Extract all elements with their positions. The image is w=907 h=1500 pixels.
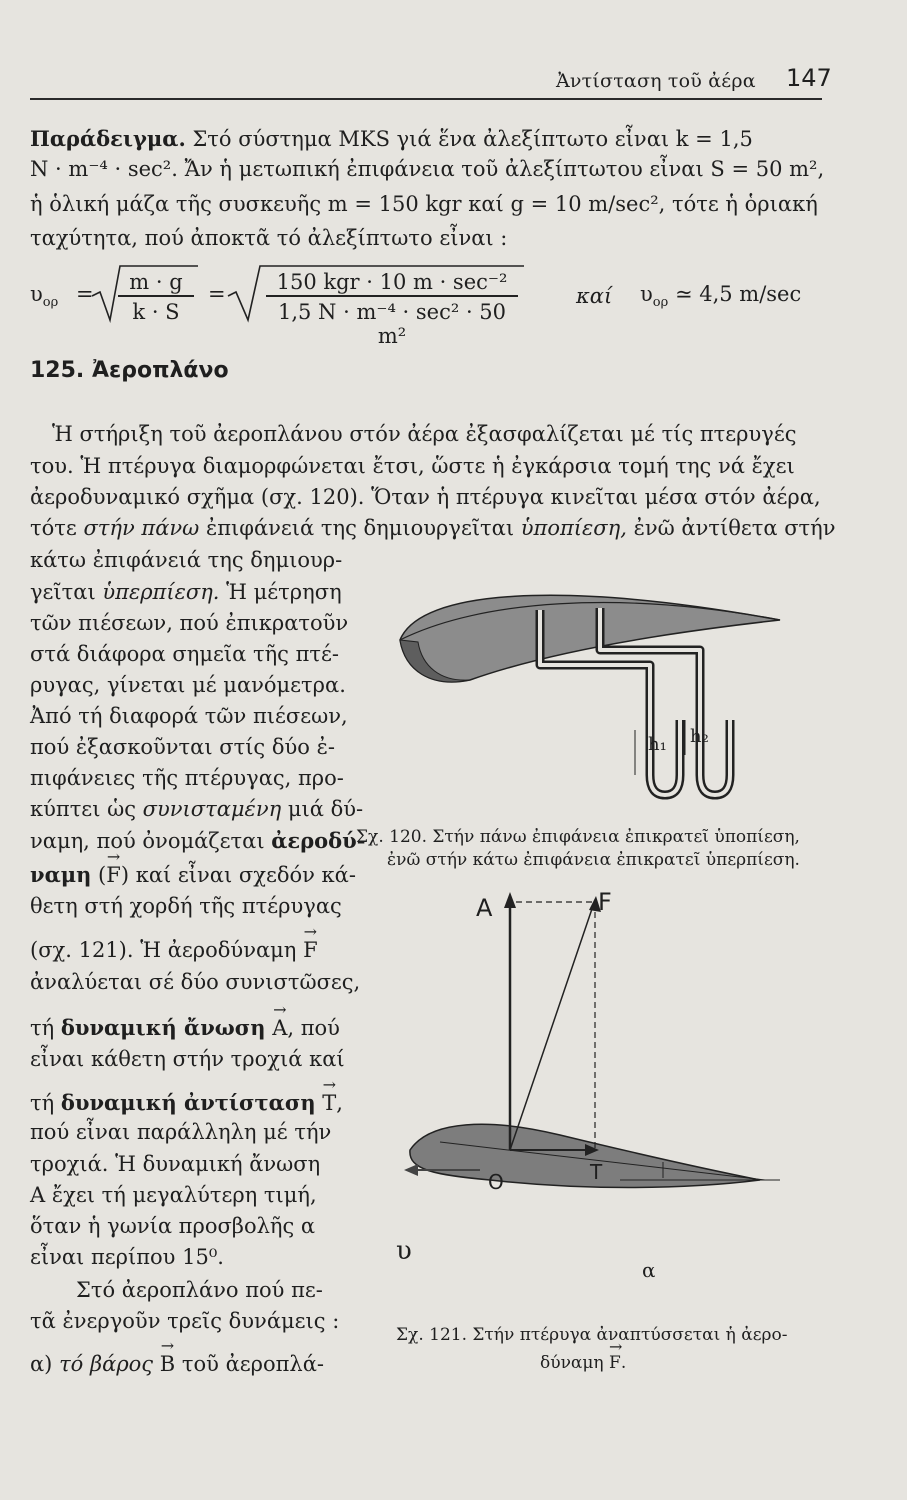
narrow-line-24: τᾶ ἐνεργοῦν τρεῖς δυνάμεις :	[30, 1309, 340, 1333]
label-F: F	[598, 888, 612, 916]
figure-121-caption-2	[540, 1355, 626, 1372]
example-line-2: N · m⁻⁴ · sec². Ἄν ἡ μετωπική ἐπιφάνεια τοῦ ἀλεξίπτωτου εἶναι S = 50 m²,	[30, 157, 825, 181]
narrow-line-18: πού εἶναι παράλληλη μέ τήν	[30, 1120, 332, 1144]
narrow-line-5: ρυγας, γίνεται μέ μανόμετρα.	[30, 673, 346, 697]
body-line-1: Ἡ στήριξη τοῦ ἀεροπλάνου στόν ἀέρα ἐξασφαλίζεται μέ τίς πτερυγές	[52, 422, 797, 446]
nl9c: μιά δύ-	[281, 797, 364, 821]
h1-label: h₁	[648, 734, 667, 755]
narrow-line-17	[30, 1092, 343, 1114]
formula-eq-2: =	[208, 282, 226, 306]
formula-kai: καί	[576, 284, 613, 308]
narrow-line-4: στά διάφορα σημεῖα τῆς πτέ-	[30, 642, 339, 666]
narrow-line-14: ἀναλύεται σέ δύο συνιστῶσες,	[30, 970, 361, 994]
narrow-line-21: ὅταν ἡ γωνία προσβολῆς α	[30, 1214, 316, 1238]
narrow-line-20: A ἔχει τή μεγαλύτερη τιμή,	[30, 1183, 317, 1207]
narrow-line-23: Στό ἀεροπλάνο πού πε-	[76, 1278, 323, 1302]
example-label: Παράδειγμα.	[30, 126, 186, 151]
nl11a: ναμη	[30, 862, 92, 887]
formula-result-symbol: υ	[640, 282, 653, 306]
running-header: Ἀντίσταση τοῦ ἀέρα	[556, 70, 756, 92]
formula-lhs	[30, 282, 58, 310]
formula-lhs-subscript: ορ	[42, 295, 59, 311]
narrow-line-13	[30, 940, 318, 961]
nl10b: ἀεροδύ-	[271, 828, 366, 853]
nl13b-vector-F: → F	[303, 940, 318, 961]
frac2-denominator: 1,5 N · m⁻⁴ · sec² · 50 m²	[277, 300, 507, 348]
narrow-line-16: εἶναι κάθετη στήν τροχιά καί	[30, 1047, 345, 1071]
nl25d-vector-B: → B	[160, 1354, 175, 1375]
nl25e: τοῦ ἀεροπλά-	[175, 1352, 325, 1376]
label-v: υ	[396, 1236, 412, 1266]
nl17c	[316, 1091, 323, 1115]
nl17e: ,	[336, 1091, 343, 1115]
label-O: O	[488, 1170, 504, 1194]
nl11d: ) καί εἶναι σχεδόν κά-	[120, 863, 356, 887]
figure-120-wing-manometer	[360, 570, 820, 800]
narrow-line-6: Ἀπό τή διαφορά τῶν πιέσεων,	[30, 704, 348, 728]
body-line-2: του. Ἡ πτέρυγα διαμορφώνεται ἔτσι, ὥστε ἡ ἐγκάρσια τομή της νά ἔχει	[30, 454, 795, 478]
header-rule	[30, 98, 822, 100]
nl11b: (	[91, 863, 107, 887]
label-T: T	[590, 1160, 603, 1184]
narrow-line-12: θετη στή χορδή τῆς πτέρυγας	[30, 894, 342, 918]
formula-eq-1: =	[76, 282, 94, 306]
narrow-line-25	[30, 1354, 324, 1375]
nl17d-vector-T: → T	[322, 1093, 336, 1114]
nl10a: ναμη, πού ὀνομάζεται	[30, 829, 272, 853]
nl9b: συνισταμένη	[142, 797, 282, 821]
body-line-4a: τότε	[30, 516, 84, 540]
figure-120-caption-1: Σχ. 120. Στήν πάνω ἐπιφάνεια ἐπικρατεῖ ὑποπίεση,	[356, 827, 800, 847]
section-number: 125.	[30, 358, 85, 383]
figure-121-caption-1: Σχ. 121. Στήν πτέρυγα ἀναπτύσσεται ἡ ἀερο-	[396, 1325, 788, 1345]
wing-121-body	[410, 1124, 760, 1187]
formula-result-subscript: ορ	[652, 295, 669, 311]
section-heading	[30, 358, 229, 383]
nl11c-vector-F: → F	[106, 865, 121, 886]
fig121-cap2-end: .	[620, 1353, 627, 1373]
example-line-1	[30, 128, 830, 150]
nl25b: τό βάρος	[59, 1352, 154, 1376]
nl2a: γεῖται	[30, 580, 103, 604]
body-line-3: ἀεροδυναμικό σχῆμα (σχ. 120). Ὅταν ἡ πτέρυγα κινεῖται μέσα στόν ἀέρα,	[30, 485, 821, 509]
frac2-bar	[266, 295, 518, 297]
narrow-line-11	[30, 864, 356, 886]
nl2c: Ἡ μέτρηση	[219, 580, 342, 604]
narrow-line-9	[30, 799, 363, 820]
figure-121-force-diagram	[380, 880, 820, 1300]
nl15d-vector-A: → A	[272, 1018, 287, 1039]
narrow-line-22: εἶναι περίπου 15⁰.	[30, 1245, 224, 1269]
formula-result-value: ≃ 4,5 m/sec	[674, 282, 802, 306]
label-A: A	[476, 894, 493, 922]
formula-lhs-symbol: υ	[30, 282, 43, 306]
narrow-line-3: τῶν πιέσεων, πού ἐπικρατοῦν	[30, 611, 349, 635]
nl15b: δυναμική ἄνωση	[60, 1015, 266, 1040]
example-text: Στό σύστημα MKS γιά ἕνα ἀλεξίπτωτο εἶναι k = 1,5	[192, 127, 753, 151]
page-number: 147	[786, 64, 832, 92]
lift-arrow-A-head	[504, 892, 516, 908]
narrow-line-10	[30, 830, 365, 852]
label-alpha: α	[642, 1258, 656, 1282]
narrow-line-2	[30, 582, 342, 603]
nl15a: τή	[30, 1016, 61, 1040]
section-title: Ἀεροπλάνο	[91, 358, 229, 383]
body-line-4e: ἐνῶ ἀντίθετα στήν	[626, 516, 836, 540]
body-line-4b: στήν πάνω	[83, 516, 200, 540]
frac2-numerator: 150 kgr · 10 m · sec⁻²	[276, 270, 508, 294]
nl15e: , πού	[287, 1016, 340, 1040]
body-line-4c: ἐπιφάνειά της δημιουργεῖται	[199, 516, 521, 540]
formula-result	[640, 282, 801, 310]
example-line-4: ταχύτητα, πού ἀποκτᾶ τό ἀλεξίπτωτο εἶναι :	[30, 226, 508, 250]
nl17b: δυναμική ἀντίσταση	[60, 1090, 316, 1115]
h2-label: h₂	[690, 726, 709, 747]
example-line-3: ἡ ὁλική μάζα τῆς συσκευῆς m = 150 kgr καί g = 10 m/sec², τότε ἡ ὁριακή	[30, 192, 818, 216]
nl25c	[153, 1352, 160, 1376]
frac1-numerator: m · g	[129, 270, 183, 294]
nl13a: (σχ. 121). Ἡ ἀεροδύναμη	[30, 938, 304, 962]
narrow-line-19: τροχιά. Ἡ δυναμική ἄνωση	[30, 1152, 321, 1176]
nl9a: κύπτει ὡς	[30, 797, 143, 821]
frac1-bar	[118, 295, 194, 297]
aero-force-arrow-F	[510, 900, 595, 1150]
body-line-4d: ὑποπίεση,	[520, 516, 627, 540]
narrow-line-8: πιφάνειες τῆς πτέρυγας, προ-	[30, 766, 344, 790]
nl17a: τή	[30, 1091, 61, 1115]
narrow-line-1: κάτω ἐπιφάνειά της δημιουρ-	[30, 548, 343, 572]
velocity-arrow-v-head	[404, 1164, 418, 1176]
narrow-line-15	[30, 1017, 340, 1039]
terminal-velocity-formula	[30, 262, 830, 348]
nl2b: ὑπερπίεση.	[102, 580, 220, 604]
body-line-4	[30, 516, 836, 540]
fig121-cap2-text: δύναμη	[540, 1353, 610, 1373]
narrow-line-7: πού ἐξασκοῦνται στίς δύο ἐ-	[30, 735, 335, 759]
frac1-denominator: k · S	[132, 300, 180, 324]
nl25a: α)	[30, 1352, 60, 1376]
figure-120-caption-2: ἐνῶ στήν κάτω ἐπιφάνεια ἐπικρατεῖ ὑπερπίεση.	[387, 850, 800, 870]
fig121-cap2-vector-F: → F	[609, 1355, 621, 1372]
